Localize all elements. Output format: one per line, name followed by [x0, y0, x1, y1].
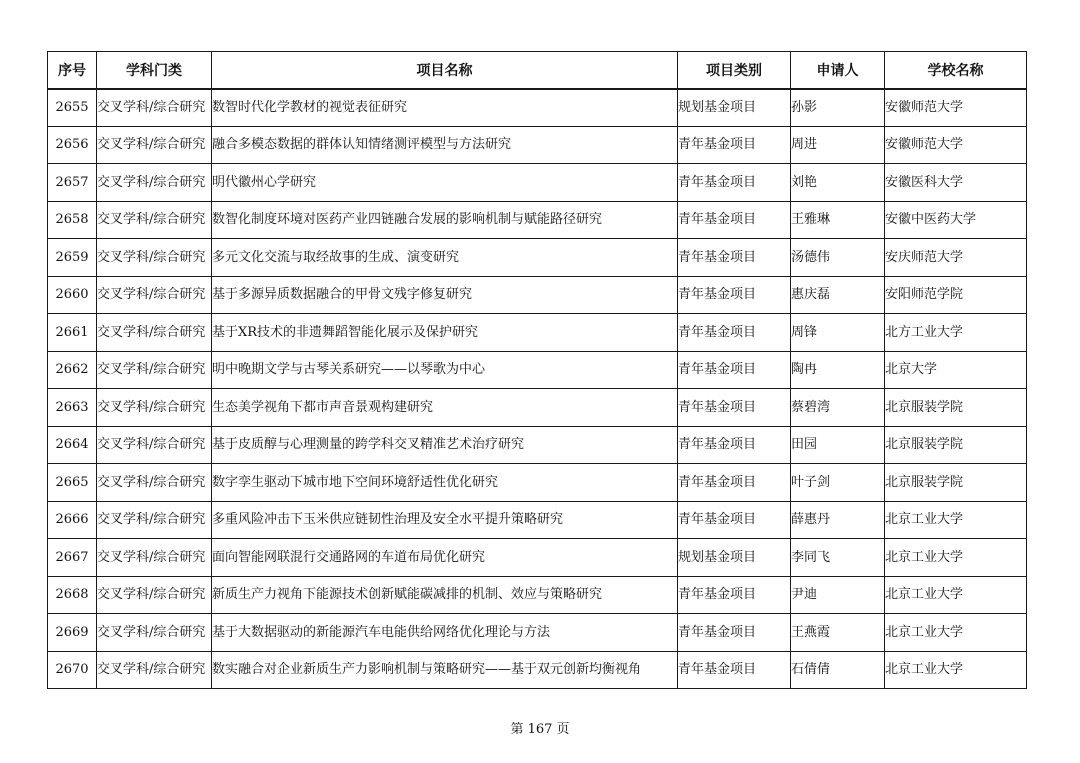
- applicant-cell: 孙影: [791, 89, 885, 127]
- serial-number-cell: 2666: [48, 501, 97, 539]
- table-body: [48, 89, 1027, 689]
- project-title-cell: 面向智能网联混行交通路网的车道布局优化研究: [212, 539, 678, 577]
- school-name-cell: 北京服装学院: [885, 389, 1027, 427]
- applicant-cell: 石倩倩: [791, 651, 885, 689]
- project-type-cell: 青年基金项目: [678, 614, 791, 652]
- project-type-cell: 青年基金项目: [678, 314, 791, 352]
- header-project-type: 项目类别: [678, 52, 791, 89]
- subject-category-cell: 交叉学科/综合研究: [97, 164, 212, 202]
- school-name-cell: 北京服装学院: [885, 464, 1027, 502]
- applicant-cell: 汤德伟: [791, 239, 885, 277]
- table-row: [48, 501, 1027, 539]
- project-type-cell: 青年基金项目: [678, 201, 791, 239]
- serial-number-cell: 2661: [48, 314, 97, 352]
- school-name-cell: 北京工业大学: [885, 614, 1027, 652]
- page-number: 第 167 页: [510, 722, 570, 737]
- project-type-cell: 规划基金项目: [678, 89, 791, 127]
- applicant-cell: 陶冉: [791, 351, 885, 389]
- project-type-cell: 青年基金项目: [678, 164, 791, 202]
- project-title-cell: 多元文化交流与取经故事的生成、演变研究: [212, 239, 678, 277]
- project-type-cell: 青年基金项目: [678, 126, 791, 164]
- header-school-name: 学校名称: [885, 52, 1027, 89]
- table-row: [48, 164, 1027, 202]
- subject-category-cell: 交叉学科/综合研究: [97, 576, 212, 614]
- header-subject-category: 学科门类: [97, 52, 212, 89]
- table-row: [48, 539, 1027, 577]
- serial-number-cell: 2670: [48, 651, 97, 689]
- serial-number-cell: 2660: [48, 276, 97, 314]
- project-title-cell: 基于皮质醇与心理测量的跨学科交叉精准艺术治疗研究: [212, 426, 678, 464]
- project-type-cell: 青年基金项目: [678, 576, 791, 614]
- subject-category-cell: 交叉学科/综合研究: [97, 314, 212, 352]
- school-name-cell: 安徽师范大学: [885, 89, 1027, 127]
- school-name-cell: 北京工业大学: [885, 539, 1027, 577]
- project-type-cell: 青年基金项目: [678, 651, 791, 689]
- table-row: [48, 276, 1027, 314]
- subject-category-cell: 交叉学科/综合研究: [97, 89, 212, 127]
- header-project-title: 项目名称: [212, 52, 678, 89]
- project-type-cell: 青年基金项目: [678, 239, 791, 277]
- table-row: [48, 464, 1027, 502]
- project-type-cell: 青年基金项目: [678, 351, 791, 389]
- school-name-cell: 北京工业大学: [885, 651, 1027, 689]
- project-title-cell: 生态美学视角下都市声音景观构建研究: [212, 389, 678, 427]
- school-name-cell: 北京工业大学: [885, 501, 1027, 539]
- project-title-cell: 数智化制度环境对医药产业四链融合发展的影响机制与赋能路径研究: [212, 201, 678, 239]
- table-row: [48, 201, 1027, 239]
- project-type-cell: 青年基金项目: [678, 426, 791, 464]
- school-name-cell: 安庆师范大学: [885, 239, 1027, 277]
- table-row: [48, 389, 1027, 427]
- school-name-cell: 北京工业大学: [885, 576, 1027, 614]
- serial-number-cell: 2664: [48, 426, 97, 464]
- applicant-cell: 李同飞: [791, 539, 885, 577]
- project-title-cell: 数实融合对企业新质生产力影响机制与策略研究——基于双元创新均衡视角: [212, 651, 678, 689]
- header-serial-number: 序号: [48, 52, 97, 89]
- subject-category-cell: 交叉学科/综合研究: [97, 201, 212, 239]
- subject-category-cell: 交叉学科/综合研究: [97, 239, 212, 277]
- subject-category-cell: 交叉学科/综合研究: [97, 464, 212, 502]
- subject-category-cell: 交叉学科/综合研究: [97, 126, 212, 164]
- serial-number-cell: 2658: [48, 201, 97, 239]
- project-type-cell: 青年基金项目: [678, 276, 791, 314]
- school-name-cell: 北京服装学院: [885, 426, 1027, 464]
- serial-number-cell: 2667: [48, 539, 97, 577]
- project-title-cell: 基于多源异质数据融合的甲骨文残字修复研究: [212, 276, 678, 314]
- table-row: [48, 239, 1027, 277]
- project-title-cell: 多重风险冲击下玉米供应链韧性治理及安全水平提升策略研究: [212, 501, 678, 539]
- project-title-cell: 新质生产力视角下能源技术创新赋能碳减排的机制、效应与策略研究: [212, 576, 678, 614]
- subject-category-cell: 交叉学科/综合研究: [97, 389, 212, 427]
- serial-number-cell: 2657: [48, 164, 97, 202]
- table-row: [48, 651, 1027, 689]
- applicant-cell: 王燕霞: [791, 614, 885, 652]
- applicant-cell: 薛惠丹: [791, 501, 885, 539]
- project-type-cell: 青年基金项目: [678, 389, 791, 427]
- subject-category-cell: 交叉学科/综合研究: [97, 351, 212, 389]
- table-header-row: [48, 52, 1027, 89]
- table-row: [48, 89, 1027, 127]
- subject-category-cell: 交叉学科/综合研究: [97, 501, 212, 539]
- project-type-cell: 规划基金项目: [678, 539, 791, 577]
- project-title-cell: 基于大数据驱动的新能源汽车电能供给网络优化理论与方法: [212, 614, 678, 652]
- applicant-cell: 叶子剑: [791, 464, 885, 502]
- applicant-cell: 惠庆磊: [791, 276, 885, 314]
- project-title-cell: 明代徽州心学研究: [212, 164, 678, 202]
- project-title-cell: 基于XR技术的非遗舞蹈智能化展示及保护研究: [212, 314, 678, 352]
- project-title-cell: 数智时代化学教材的视觉表征研究: [212, 89, 678, 127]
- applicant-cell: 田园: [791, 426, 885, 464]
- table-row: [48, 426, 1027, 464]
- project-title-cell: 数字孪生驱动下城市地下空间环境舒适性优化研究: [212, 464, 678, 502]
- subject-category-cell: 交叉学科/综合研究: [97, 539, 212, 577]
- applicant-cell: 周锋: [791, 314, 885, 352]
- school-name-cell: 安徽师范大学: [885, 126, 1027, 164]
- serial-number-cell: 2659: [48, 239, 97, 277]
- serial-number-cell: 2665: [48, 464, 97, 502]
- serial-number-cell: 2656: [48, 126, 97, 164]
- table-row: [48, 126, 1027, 164]
- applicant-cell: 周进: [791, 126, 885, 164]
- applicant-cell: 王雅琳: [791, 201, 885, 239]
- applicant-cell: 蔡碧湾: [791, 389, 885, 427]
- table-row: [48, 576, 1027, 614]
- school-name-cell: 安徽医科大学: [885, 164, 1027, 202]
- school-name-cell: 北方工业大学: [885, 314, 1027, 352]
- subject-category-cell: 交叉学科/综合研究: [97, 426, 212, 464]
- serial-number-cell: 2663: [48, 389, 97, 427]
- table-row: [48, 314, 1027, 352]
- project-type-cell: 青年基金项目: [678, 464, 791, 502]
- project-title-cell: 明中晚期文学与古琴关系研究——以琴歌为中心: [212, 351, 678, 389]
- applicant-cell: 尹迪: [791, 576, 885, 614]
- table-row: [48, 351, 1027, 389]
- project-title-cell: 融合多模态数据的群体认知情绪测评模型与方法研究: [212, 126, 678, 164]
- subject-category-cell: 交叉学科/综合研究: [97, 614, 212, 652]
- serial-number-cell: 2669: [48, 614, 97, 652]
- subject-category-cell: 交叉学科/综合研究: [97, 651, 212, 689]
- school-name-cell: 安阳师范学院: [885, 276, 1027, 314]
- serial-number-cell: 2668: [48, 576, 97, 614]
- serial-number-cell: 2662: [48, 351, 97, 389]
- project-list-table: [47, 51, 1027, 689]
- header-applicant: 申请人: [791, 52, 885, 89]
- subject-category-cell: 交叉学科/综合研究: [97, 276, 212, 314]
- school-name-cell: 安徽中医药大学: [885, 201, 1027, 239]
- applicant-cell: 刘艳: [791, 164, 885, 202]
- school-name-cell: 北京大学: [885, 351, 1027, 389]
- project-type-cell: 青年基金项目: [678, 501, 791, 539]
- table-row: [48, 614, 1027, 652]
- serial-number-cell: 2655: [48, 89, 97, 127]
